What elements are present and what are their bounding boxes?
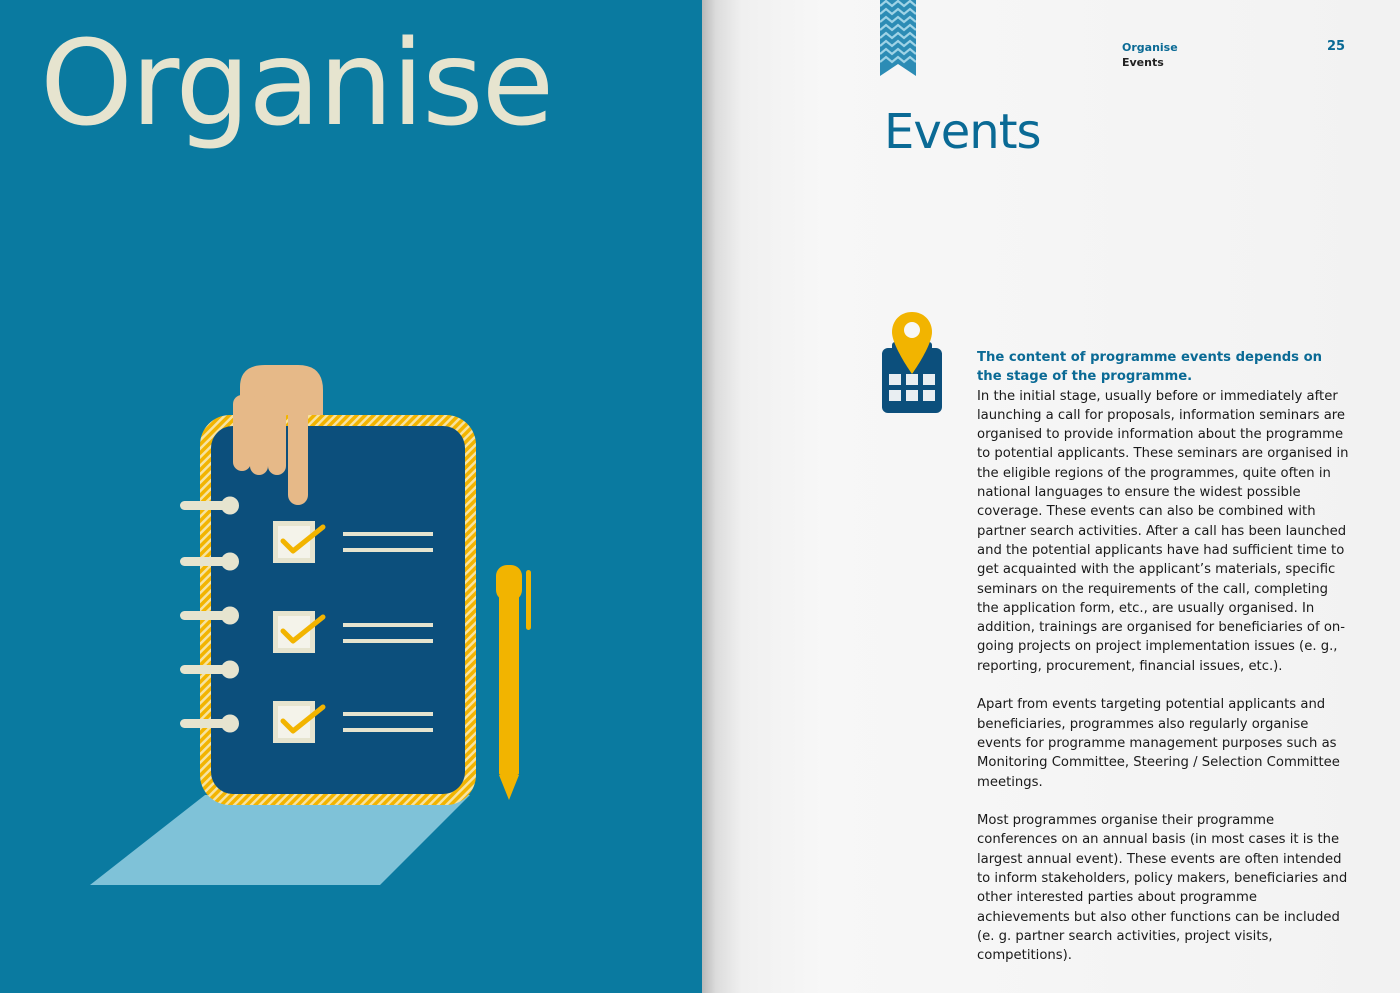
lead-sentence: The content of programme events depends on the stage of the programme. <box>977 350 1323 385</box>
shadow-shape <box>90 795 470 885</box>
pen <box>496 565 531 800</box>
paragraph-2: Apart from events targeting potential applicants and beneficiaries, programmes also regularly organise events for programme management purposes such as Monitoring Committee, Steering / Selection Committee meetings. <box>977 697 1340 790</box>
page-number: 25 <box>1327 39 1346 54</box>
paragraph-3: Most programmes organise their programme conferences on an annual basis (in most cases it is the largest annual event). These events are often intended to inform stakeholders, policy makers, beneficiaries and other interested parties about programme achievements but also other functions can be included (e. g. partner search activities, project visits, competitions). <box>977 813 1348 964</box>
calendar-location-pin-icon <box>880 308 946 416</box>
right-page <box>702 0 1400 993</box>
running-head-subsection: Events <box>1122 56 1164 69</box>
chapter-title: Organise <box>40 14 553 152</box>
body-text <box>977 348 1349 985</box>
paragraph-1-text: In the initial stage, usually before or immediately after launching a call for proposals, information seminars are organised to provide information about the programme to potential applicants. These seminars are organised in the eligible regions of the programmes, quite often in national languages to ensure the widest possible coverage. These events can also be combined with partner search activities. After a call has been launched and the potential applicants have had sufficient time to get acquainted with the applicant’s materials, specific seminars on the requirements of the call, completing the application form, etc., are usually organised. In addition, trainings are organised for beneficiaries of on-going projects on project implementation issues (e. g., reporting, procurement, financial issues, etc.). <box>977 388 1349 674</box>
clipboard-board <box>211 426 465 794</box>
bookmark-ribbon <box>880 0 916 76</box>
paragraph-1 <box>977 348 1349 676</box>
running-head-section: Organise <box>1122 41 1178 54</box>
section-title: Events <box>884 104 1041 160</box>
clipboard-checklist-illustration <box>80 355 550 895</box>
running-head <box>1122 40 1178 70</box>
